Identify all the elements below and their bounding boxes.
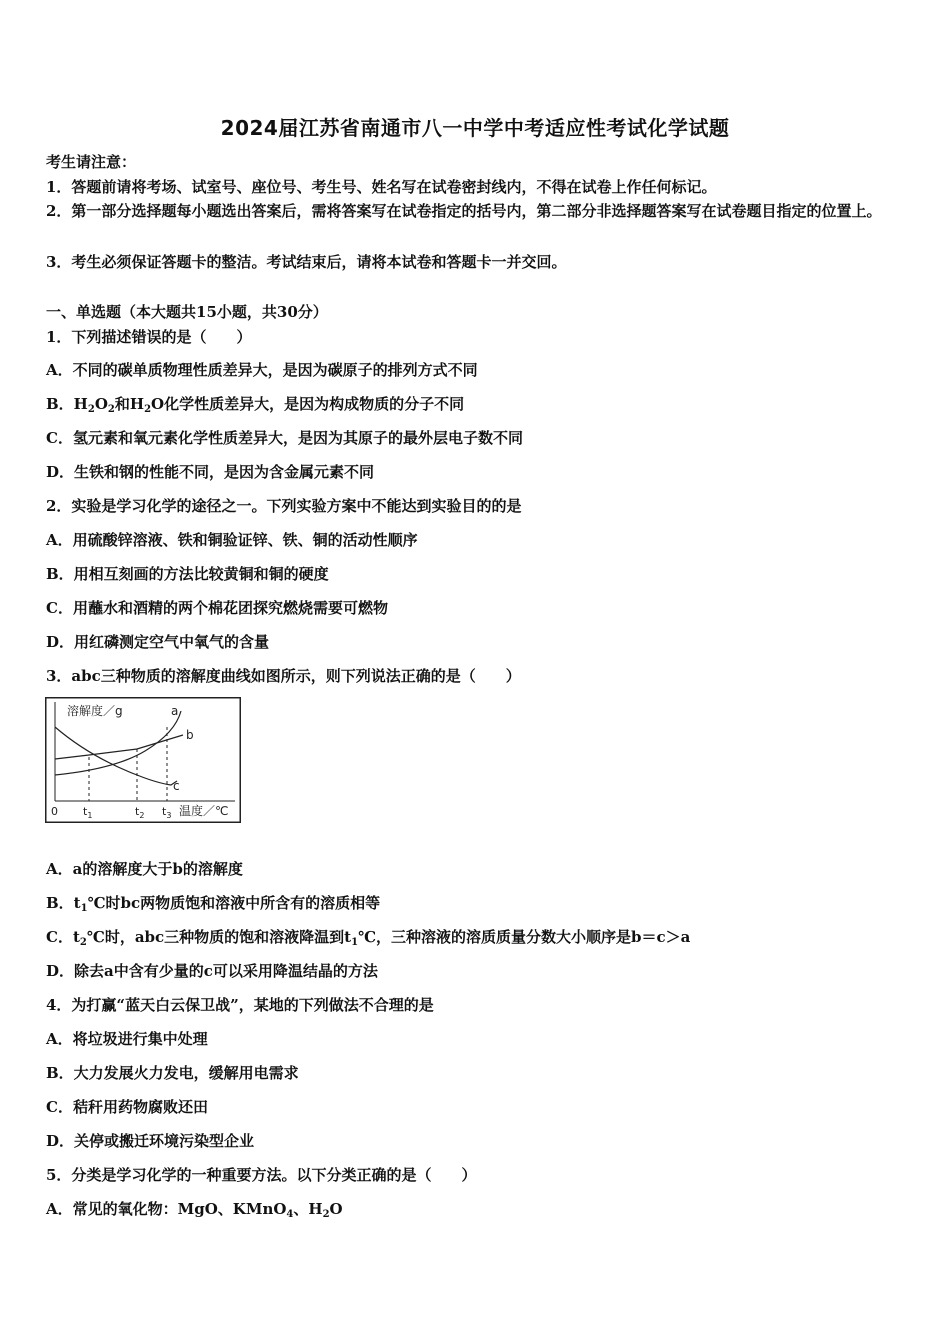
q4-stem: 4．为打赢“蓝天白云保卫战”，某地的下列做法不合理的是	[46, 996, 434, 1014]
curve-a-label: a	[171, 704, 179, 718]
q1-option-d: D．生铁和钢的性能不同，是因为含金属元素不同	[46, 463, 375, 481]
curve-c-label: c	[173, 779, 180, 793]
q3-option-b: B．$t_1℃$时bc两物质饱和溶液中所含有的溶质相等	[46, 894, 381, 914]
y-axis-label: 溶解度／g	[67, 704, 123, 718]
notice-item-2: 2．第一部分选择题每小题选出答案后，需将答案写在试卷指定的括号内，第二部分非选择题答案写在试卷题目指定的位置上。	[46, 202, 882, 220]
t1-label: $t_1$	[83, 805, 93, 820]
section-heading: 一、单选题（本大题共15小题，共30分）	[46, 303, 328, 321]
t3-label: $t_3$	[162, 805, 172, 820]
t2-label: $t_2$	[135, 805, 145, 820]
q4-option-a: A．将垃圾进行集中处理	[46, 1030, 208, 1048]
curve-b-label: b	[186, 728, 194, 742]
q2-stem: 2．实验是学习化学的途径之一。下列实验方案中不能达到实验目的的是	[46, 497, 522, 515]
q2-option-d: D．用红磷测定空气中氧气的含量	[46, 633, 270, 651]
q4-option-b: B．大力发展火力发电，缓解用电需求	[46, 1064, 299, 1082]
x-axis-label: 温度／℃	[179, 804, 229, 818]
q3-option-d: D．除去a中含有少量的c可以采用降温结晶的方法	[46, 962, 378, 980]
q3-option-c: C．$t_2℃$时，abc三种物质的饱和溶液降温到$t_1℃$，三种溶液的溶质质量分数大小顺序是b＝c＞a	[46, 928, 691, 948]
q1-option-b: B．$H_2O_2$和$H_2O$化学性质差异大，是因为构成物质的分子不同	[46, 395, 465, 415]
solubility-curve-figure	[45, 697, 241, 823]
notice-item-1: 1．答题前请将考场、试室号、座位号、考生号、姓名写在试卷密封线内，不得在试卷上作任何标记。	[46, 178, 717, 196]
q2-option-b: B．用相互刻画的方法比较黄铜和铜的硬度	[46, 565, 329, 583]
q1-stem: 1．下列描述错误的是（ ）	[46, 328, 252, 346]
q3-option-a: A．a的溶解度大于b的溶解度	[46, 860, 243, 878]
q4-option-c: C．秸秆用药物腐败还田	[46, 1098, 208, 1116]
q5-stem: 5．分类是学习化学的一种重要方法。以下分类正确的是（ ）	[46, 1166, 477, 1184]
q2-option-c: C．用蘸水和酒精的两个棉花团探究燃烧需要可燃物	[46, 599, 388, 617]
page-title: 2024届江苏省南通市八一中学中考适应性考试化学试题	[220, 116, 730, 140]
q4-option-d: D．关停或搬迁环境污染型企业	[46, 1132, 255, 1150]
q3-stem: 3．abc三种物质的溶解度曲线如图所示，则下列说法正确的是（ ）	[46, 667, 521, 685]
q1-option-c: C．氢元素和氧元素化学性质差异大，是因为其原子的最外层电子数不同	[46, 429, 523, 447]
notice-heading: 考生请注意：	[46, 153, 137, 171]
q5-option-a: A．常见的氧化物：MgO、KMnO$_4$、$H_2O$	[46, 1200, 343, 1220]
q1-option-a: A．不同的碳单质物理性质差异大，是因为碳原子的排列方式不同	[46, 361, 478, 379]
origin-label: 0	[51, 805, 58, 818]
q2-option-a: A．用硫酸锌溶液、铁和铜验证锌、铁、铜的活动性顺序	[46, 531, 418, 549]
notice-item-3: 3．考生必须保证答题卡的整洁。考试结束后，请将本试卷和答题卡一并交回。	[46, 253, 567, 271]
